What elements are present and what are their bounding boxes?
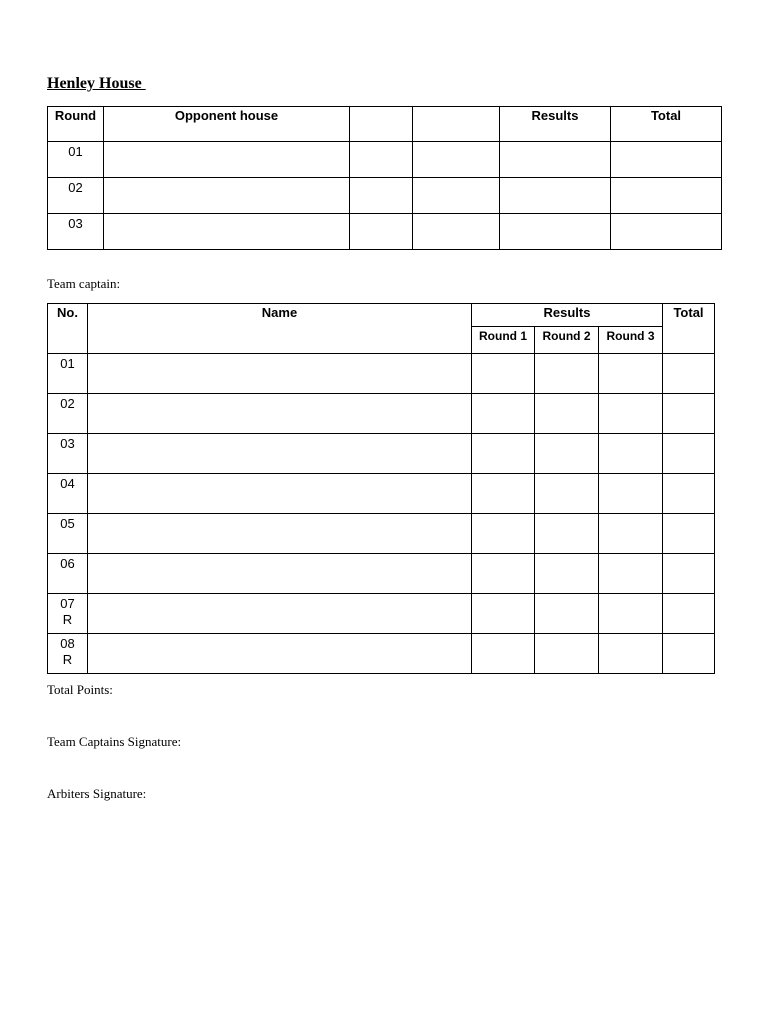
round-1-cell[interactable] (472, 434, 535, 474)
name-cell[interactable] (88, 434, 472, 474)
name-cell[interactable] (88, 354, 472, 394)
round-3-cell[interactable] (599, 354, 663, 394)
total-cell[interactable] (663, 474, 715, 514)
reserve-marker: R (62, 652, 73, 667)
rounds-table (47, 106, 722, 250)
blank-cell[interactable] (413, 178, 500, 214)
number-header: No. (48, 304, 88, 354)
round-2-cell[interactable] (535, 514, 599, 554)
total-points-label: Total Points: (47, 682, 113, 697)
player-number (48, 394, 88, 434)
round-2-cell[interactable] (535, 474, 599, 514)
table-row (48, 178, 722, 214)
round-2-cell[interactable] (535, 554, 599, 594)
round-3-cell[interactable] (599, 634, 663, 674)
blank-header-2 (413, 107, 500, 142)
player-number-value: 03 (60, 436, 75, 451)
round-3-cell[interactable] (599, 394, 663, 434)
table-row (48, 514, 715, 554)
rounds-table-header-row (48, 107, 722, 142)
table-row (48, 142, 722, 178)
total-cell[interactable] (663, 554, 715, 594)
table-row (48, 474, 715, 514)
table-row (48, 634, 715, 674)
round-3-cell[interactable] (599, 554, 663, 594)
name-cell[interactable] (88, 474, 472, 514)
table-row (48, 354, 715, 394)
blank-cell[interactable] (350, 214, 413, 250)
total-cell[interactable] (663, 594, 715, 634)
team-captain-label: Team captain: (47, 276, 121, 291)
blank-cell[interactable] (350, 178, 413, 214)
player-number (48, 474, 88, 514)
results-cell[interactable] (500, 178, 611, 214)
round-2-cell[interactable] (535, 394, 599, 434)
blank-cell[interactable] (350, 142, 413, 178)
total-cell[interactable] (611, 178, 722, 214)
round-2-cell[interactable] (535, 634, 599, 674)
total-cell[interactable] (663, 514, 715, 554)
total-header: Total (611, 107, 722, 142)
round-3-cell[interactable] (599, 474, 663, 514)
round-number: 03 (48, 214, 104, 250)
name-cell[interactable] (88, 634, 472, 674)
round-3-cell[interactable] (599, 514, 663, 554)
player-number-value: 08 (60, 636, 75, 651)
total-header: Total (663, 304, 715, 354)
blank-cell[interactable] (413, 142, 500, 178)
total-cell[interactable] (663, 394, 715, 434)
table-row (48, 594, 715, 634)
name-cell[interactable] (88, 394, 472, 434)
players-table-header-row (48, 304, 715, 327)
round-1-cell[interactable] (472, 634, 535, 674)
table-row (48, 214, 722, 250)
player-number-value: 02 (60, 396, 75, 411)
opponent-cell[interactable] (104, 142, 350, 178)
round-1-cell[interactable] (472, 354, 535, 394)
round-1-cell[interactable] (472, 514, 535, 554)
total-cell[interactable] (663, 434, 715, 474)
opponent-house-header: Opponent house (104, 107, 350, 142)
table-row (48, 434, 715, 474)
player-number-value: 07 (60, 596, 75, 611)
opponent-cell[interactable] (104, 178, 350, 214)
blank-cell[interactable] (413, 214, 500, 250)
round-1-cell[interactable] (472, 394, 535, 434)
round-number: 01 (48, 142, 104, 178)
player-number (48, 554, 88, 594)
name-cell[interactable] (88, 594, 472, 634)
round-number: 02 (48, 178, 104, 214)
player-number-value: 01 (60, 356, 75, 371)
name-cell[interactable] (88, 554, 472, 594)
player-number-value: 06 (60, 556, 75, 571)
player-number-value: 05 (60, 516, 75, 531)
players-table (47, 303, 715, 674)
captain-signature-label: Team Captains Signature: (47, 734, 182, 749)
opponent-cell[interactable] (104, 214, 350, 250)
round-2-cell[interactable] (535, 354, 599, 394)
player-number (48, 514, 88, 554)
round-1-cell[interactable] (472, 474, 535, 514)
round-3-cell[interactable] (599, 594, 663, 634)
round-2-header: Round 2 (535, 327, 599, 354)
results-cell[interactable] (500, 214, 611, 250)
document-title: Henley House (47, 75, 146, 92)
results-header: Results (472, 304, 663, 327)
round-header: Round (48, 107, 104, 142)
results-header: Results (500, 107, 611, 142)
total-cell[interactable] (611, 214, 722, 250)
player-number (48, 634, 88, 674)
name-cell[interactable] (88, 514, 472, 554)
round-1-cell[interactable] (472, 554, 535, 594)
reserve-marker: R (62, 612, 73, 627)
results-cell[interactable] (500, 142, 611, 178)
round-3-header: Round 3 (599, 327, 663, 354)
arbiter-signature-label: Arbiters Signature: (47, 786, 147, 801)
player-number (48, 594, 88, 634)
table-row (48, 394, 715, 434)
total-cell[interactable] (611, 142, 722, 178)
table-row (48, 554, 715, 594)
player-number-value: 04 (60, 476, 75, 491)
name-header: Name (88, 304, 472, 354)
round-1-cell[interactable] (472, 594, 535, 634)
round-2-cell[interactable] (535, 594, 599, 634)
total-cell[interactable] (663, 634, 715, 674)
total-cell[interactable] (663, 354, 715, 394)
player-number (48, 434, 88, 474)
round-2-cell[interactable] (535, 434, 599, 474)
player-number (48, 354, 88, 394)
round-3-cell[interactable] (599, 434, 663, 474)
blank-header-1 (350, 107, 413, 142)
round-1-header: Round 1 (472, 327, 535, 354)
